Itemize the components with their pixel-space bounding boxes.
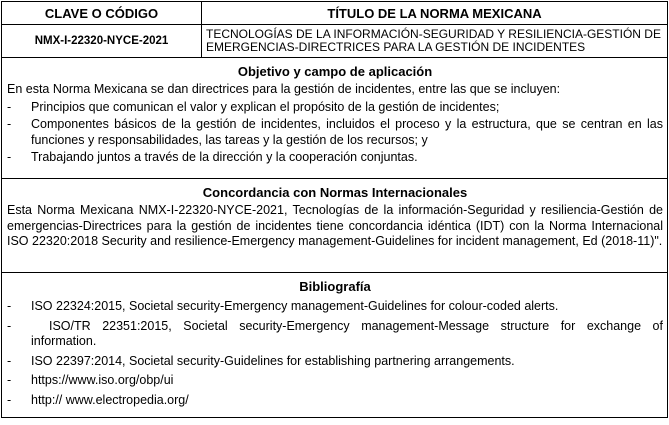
bibliography-item: [7, 299, 663, 315]
concordance-row: [2, 179, 668, 273]
concordance-section: [2, 179, 668, 273]
objective-item: [7, 150, 663, 166]
norm-row: [2, 25, 668, 58]
objective-section: [2, 58, 668, 179]
bibliography-item: [7, 354, 663, 370]
objective-item-text: Componentes básicos de la gestión de incidentes, incluidos el proceso y la estructura, que se centran en las funciones y responsabilidades, las tareas y la gestión de los recursos; y: [31, 117, 663, 147]
bullet-dash: -: [7, 117, 12, 131]
objective-item-text: Trabajando juntos a través de la dirección y la cooperación conjuntas.: [31, 150, 418, 164]
bibliography-list: [7, 299, 663, 408]
title-column-header: TÍTULO DE LA NORMA MEXICANA: [202, 2, 668, 25]
bullet-dash: -: [7, 99, 12, 114]
bullet-dash: -: [7, 373, 12, 387]
bibliography-row: [2, 273, 668, 418]
objective-item: [7, 100, 663, 116]
bibliography-section: [2, 273, 668, 418]
bibliography-link[interactable]: https://www.iso.org/obp/ui: [31, 373, 174, 387]
norm-code: NMX-I-22320-NYCE-2021: [2, 25, 202, 58]
header-row: [2, 2, 668, 25]
bullet-dash: -: [7, 392, 12, 407]
objective-item: [7, 117, 663, 148]
bibliography-item-text: ISO 22324:2015, Societal security-Emergency management-Guidelines for colour-coded alerts.: [31, 299, 559, 313]
norm-sheet: [1, 1, 668, 423]
bibliography-link[interactable]: http:// www.electropedia.org/: [31, 392, 189, 407]
bibliography-item: [7, 393, 663, 409]
bullet-dash: -: [7, 299, 12, 313]
bibliography-item: [7, 319, 663, 350]
bibliography-heading: Bibliografía: [299, 279, 371, 294]
concordance-text: Esta Norma Mexicana NMX-I-22320-NYCE-2021, Tecnologías de la información-Seguridad y resiliencia-Gestión de emergencias-Directrices para la gestión de incidentes tiene concordancia idéntica (IDT) con la Norma Internacional ISO 22320:2018 Security and resilience-Emergency management-Guidelines for incident management, Ed (2018-11)".: [7, 203, 663, 248]
concordance-heading: Concordancia con Normas Internacionales: [202, 185, 468, 200]
objective-item-text: Principios que comunican el valor y explican el propósito de la gestión de incidentes;: [31, 99, 500, 114]
bibliography-item-text: ISO 22397:2014, Societal security-Guidelines for establishing partnering arrangements.: [31, 353, 515, 368]
objective-heading: Objetivo y campo de aplicación: [237, 64, 433, 79]
objective-row: [2, 58, 668, 179]
bullet-dash: -: [7, 150, 12, 164]
bullet-dash: -: [7, 353, 12, 368]
norm-table: [1, 1, 668, 418]
objective-list: [7, 100, 663, 166]
bibliography-item: [7, 373, 663, 389]
bibliography-item-text: ISO/TR 22351:2015, Societal security-Emergency management-Message structure for exchange of information.: [31, 318, 663, 348]
objective-intro: En esta Norma Mexicana se dan directrices para la gestión de incidentes, entre las que se incluyen:: [7, 82, 561, 96]
bullet-dash: -: [7, 318, 12, 333]
code-column-header: CLAVE O CÓDIGO: [2, 2, 202, 25]
norm-title: TECNOLOGÍAS DE LA INFORMACIÓN-SEGURIDAD Y RESILIENCIA-GESTIÓN DE EMERGENCIAS-DIRECTRICES PARA LA GESTIÓN DE INCIDENTES: [202, 25, 668, 58]
